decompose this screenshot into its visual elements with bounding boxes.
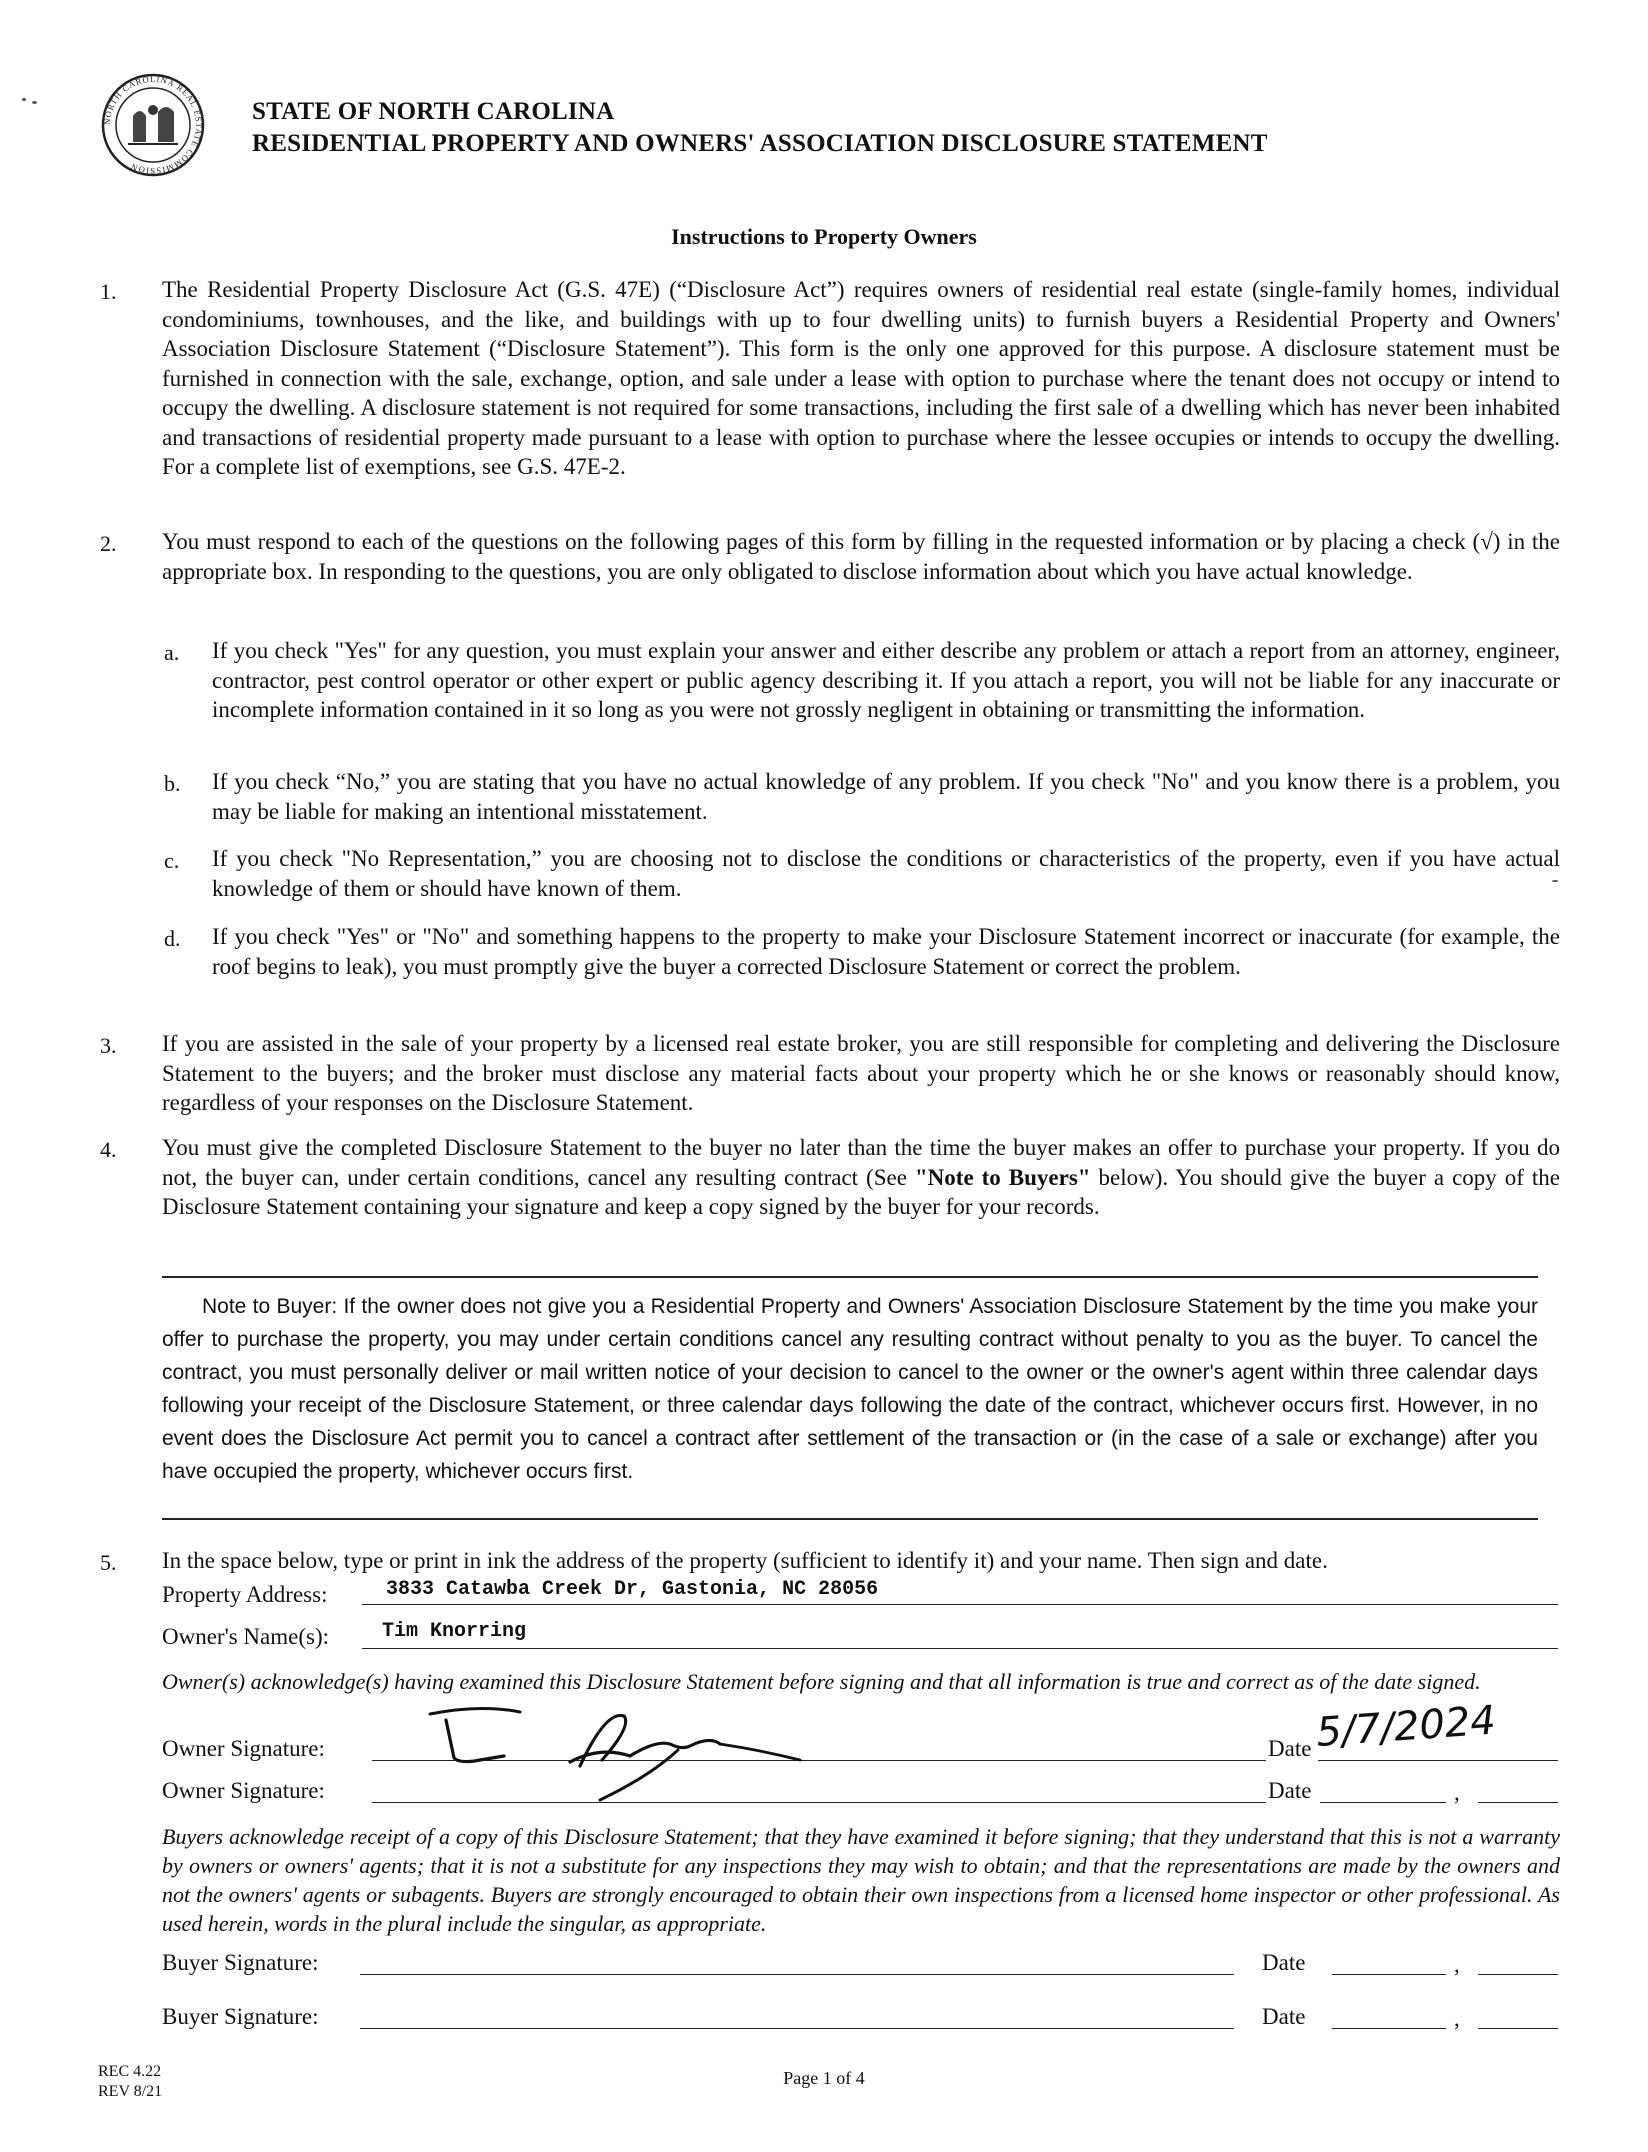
property-address-field[interactable]: 3833 Catawba Creek Dr, Gastonia, NC 28056 [386, 1578, 879, 1601]
commission-seal [100, 72, 206, 178]
buyer-signature-line[interactable] [360, 1974, 1234, 1975]
buyer-date-line[interactable] [1332, 1974, 1446, 1975]
subitem-letter: c. [164, 848, 180, 873]
scan-speck [1552, 880, 1558, 882]
property-address-line [362, 1604, 1558, 1605]
instruction-item-3: If you are assisted in the sale of your property by a licensed real estate broker, you are still responsible for completing and delivering the Disclosure Statement to the buyers; and the broker must disclose any material facts about your property which he or she knows or reasonably should know, regardless of your responses on the Disclosure Statement. [162, 1031, 1560, 1115]
scan-speck [32, 101, 37, 104]
instruction-subitem-c: If you check "No Representation,” you are choosing not to disclose the conditions or characteristics of the property, even if you have actual knowledge of them or should have known of them. [212, 846, 1560, 901]
owner-names-field[interactable]: Tim Knorring [382, 1620, 527, 1643]
subitem-letter: b. [164, 771, 181, 796]
owner-signature-label: Owner Signature: [162, 1736, 325, 1761]
owner-signature-line[interactable] [372, 1802, 1266, 1803]
seal-text: NORTH CAROLINA REAL ESTATE COMMISSION [101, 73, 205, 177]
buyer-date-line[interactable] [1332, 2028, 1446, 2029]
property-address-label: Property Address: [162, 1582, 328, 1607]
form-code: REC 4.22 [98, 2063, 162, 2080]
form-revision: REV 8/21 [98, 2083, 163, 2100]
note-to-buyer: Note to Buyer: If the owner does not give you a Residential Property and Owners' Association Disclosure Statement by the time you make your offer to purchase the property, you may under certain conditions cancel any resulting contract without penalty to you as the buyer. To cancel the contract, you must personally deliver or mail written notice of your decision to cancel to the owner or the owner's agent within three calendar days following your receipt of the Disclosure Statement, or three calendar days following the date of the contract, whichever occurs first. However, in no event does the Disclosure Act permit you to cancel a contract after settlement of the transaction or (in the case of a sale or exchange) after you have occupied the property, whichever occurs first. [162, 1295, 1538, 1483]
owner-date-line [1318, 1760, 1558, 1761]
buyer-date-label: Date [1262, 2004, 1306, 2029]
owner-signature[interactable] [420, 1696, 840, 1808]
instruction-subitem-d: If you check "Yes" or "No" and something happens to the property to make your Disclosure Statement incorrect or inaccurate (for example, the roof begins to leak), you must promptly give the buyer a corrected Disclosure Statement or correct the problem. [212, 924, 1560, 979]
owner-date-line[interactable] [1320, 1802, 1446, 1803]
note-bottom-rule [162, 1518, 1538, 1520]
instruction-subitem-b: If you check “No,” you are stating that you have no actual knowledge of any problem. If you check "No" and you know there is a problem, you may be liable for making an intentional misstatement. [212, 769, 1560, 824]
subitem-letter: a. [164, 640, 180, 665]
instruction-item-2: You must respond to each of the questions on the following pages of this form by filling in the requested information or by placing a check (√) in the appropriate box. In responding to the questions, you are only obligated to disclose information about which you have actual knowledge. [162, 529, 1560, 584]
owner-signature-label: Owner Signature: [162, 1778, 325, 1803]
subitem-letter: d. [164, 926, 181, 951]
buyer-date-label: Date [1262, 1950, 1306, 1975]
item-number: 1. [100, 279, 117, 304]
buyer-signature-label: Buyer Signature: [162, 1950, 319, 1975]
date-comma: , [1454, 1780, 1460, 1805]
item-number: 5. [100, 1550, 117, 1575]
item-4-text-end: below). You should give the buyer a copy of the Disclosure Statement containing your signature and keep a copy signed by the buyer for your records. [162, 1164, 1560, 1219]
scan-speck [22, 98, 26, 101]
header-state: STATE OF NORTH CAROLINA [252, 98, 615, 125]
date-comma: , [1454, 1952, 1460, 1977]
item-number: 2. [100, 531, 117, 556]
instruction-item-1: The Residential Property Disclosure Act (G.S. 47E) (“Disclosure Act”) requires owners of residential real estate (single-family homes, individual condominiums, townhouses, and the like, and buildings with up to four dwelling units) to furnish buyers a Residential Property and Owners' Association Disclosure Statement (“Disclosure Statement”). This form is the only one approved for this purpose. A disclosure statement must be furnished in connection with the sale, exchange, option, and sale under a lease with option to purchase where the tenant does not occupy or intend to occupy the dwelling. A disclosure statement is not required for some transactions, including the first sale of a dwelling which has never been inhabited and transactions of residential property made pursuant to a lease with option to purchase where the lessee occupies or intends to occupy the dwelling. For a complete list of exemptions, see G.S. 47E-2. [162, 277, 1560, 479]
instructions-title: Instructions to Property Owners [671, 224, 977, 249]
note-to-buyers-reference: "Note to Buyers" [914, 1164, 1091, 1190]
owner-date-handwritten[interactable]: 5/7/2024 [1314, 1697, 1498, 1756]
buyer-year-line[interactable] [1478, 1974, 1558, 1975]
item-number: 4. [100, 1137, 117, 1162]
owner-names-label: Owner's Name(s): [162, 1624, 330, 1649]
header-title: RESIDENTIAL PROPERTY AND OWNERS' ASSOCIATION DISCLOSURE STATEMENT [252, 130, 1268, 157]
owner-year-line[interactable] [1478, 1802, 1558, 1803]
instruction-subitem-a: If you check "Yes" for any question, you must explain your answer and either describe any problem or attach a report from an attorney, engineer, contractor, pest control operator or other expert or public agency describing it. If you attach a report, you will not be liable for any inaccurate or incomplete information contained in it so long as you were not grossly negligent in obtaining or transmitting the information. [212, 638, 1560, 722]
buyer-signature-line[interactable] [360, 2028, 1234, 2029]
owner-date-label: Date [1268, 1778, 1312, 1803]
owner-names-line [362, 1648, 1558, 1649]
buyer-year-line[interactable] [1478, 2028, 1558, 2029]
date-comma: , [1454, 2006, 1460, 2031]
instruction-item-4 [162, 1133, 1560, 1222]
owner-date-label: Date [1268, 1736, 1312, 1761]
buyer-signature-label: Buyer Signature: [162, 2004, 319, 2029]
note-top-rule [162, 1276, 1538, 1278]
item-number: 3. [100, 1033, 117, 1058]
buyer-acknowledgement: Buyers acknowledge receipt of a copy of this Disclosure Statement; that they have examined it before signing; that they understand that this is not a warranty by owners or owners' agents; that it is not a substitute for any inspections they may wish to obtain; and that the representations are made by the owners and not the owners' agents or subagents. Buyers are strongly encouraged to obtain their own inspections from a licensed home inspector or other professional. As used herein, words in the plural include the singular, as appropriate. [162, 1824, 1560, 1936]
item-4-text-start: You must give the completed Disclosure Statement to the buyer no later than the time the buyer makes an offer to purchase your property. If you do not, the buyer can, under certain conditions, cancel any resulting contract (See [162, 1135, 1560, 1190]
owner-acknowledgement: Owner(s) acknowledge(s) having examined this Disclosure Statement before signing and that all information is true and correct as of the date signed. [162, 1669, 1481, 1694]
page-number: Page 1 of 4 [783, 2068, 865, 2088]
instruction-item-5: In the space below, type or print in ink the address of the property (sufficient to identify it) and your name. Then sign and date. [162, 1548, 1328, 1573]
